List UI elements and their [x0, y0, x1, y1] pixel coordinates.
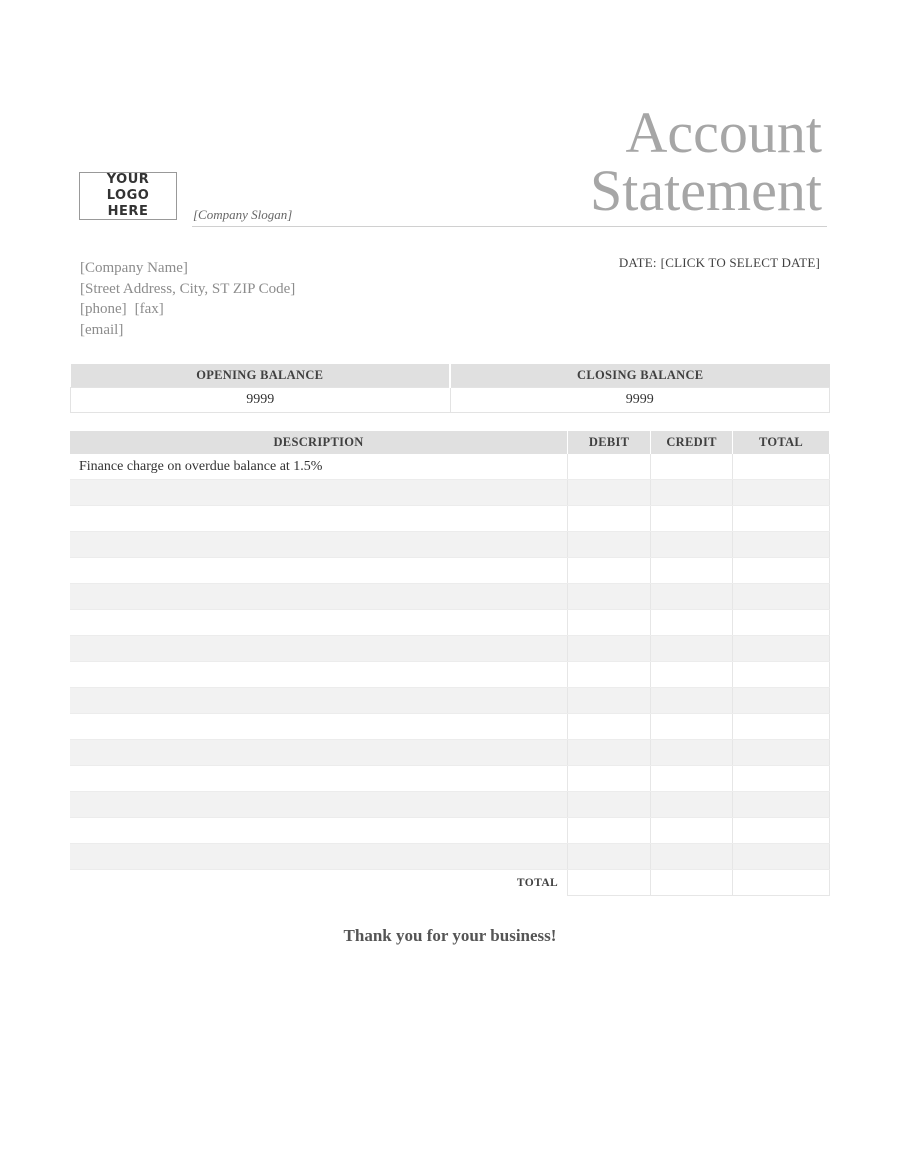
closing-balance-header: CLOSING BALANCE [450, 364, 830, 388]
row-total[interactable] [733, 792, 830, 818]
total-credit[interactable] [651, 870, 733, 896]
row-description[interactable]: Finance charge on overdue balance at 1.5% [70, 454, 568, 480]
row-credit[interactable] [651, 454, 733, 480]
column-header-credit: CREDIT [651, 431, 733, 454]
row-debit[interactable] [568, 740, 651, 766]
column-header-total: TOTAL [733, 431, 830, 454]
company-address[interactable]: [Street Address, City, ST ZIP Code] [80, 280, 296, 297]
row-total[interactable] [733, 844, 830, 870]
table-row [70, 480, 830, 506]
row-credit[interactable] [651, 740, 733, 766]
total-debit[interactable] [568, 870, 651, 896]
company-email[interactable]: [email] [80, 322, 124, 339]
table-row [70, 636, 830, 662]
row-credit[interactable] [651, 818, 733, 844]
table-row [70, 818, 830, 844]
opening-balance-value[interactable]: 9999 [71, 388, 451, 413]
opening-balance-header: OPENING BALANCE [71, 364, 451, 388]
row-credit[interactable] [651, 610, 733, 636]
table-row [70, 584, 830, 610]
company-contact [80, 299, 295, 320]
row-debit[interactable] [568, 766, 651, 792]
closing-balance-value[interactable]: 9999 [450, 388, 830, 413]
table-row [70, 662, 830, 688]
row-description[interactable] [70, 740, 568, 766]
table-row [70, 714, 830, 740]
row-total[interactable] [733, 558, 830, 584]
company-phone[interactable]: [phone] [80, 301, 127, 318]
table-row [70, 558, 830, 584]
row-total[interactable] [733, 740, 830, 766]
row-debit[interactable] [568, 818, 651, 844]
row-total[interactable] [733, 454, 830, 480]
row-total[interactable] [733, 714, 830, 740]
row-description[interactable] [70, 584, 568, 610]
transactions-body [70, 454, 830, 870]
row-total[interactable] [733, 610, 830, 636]
table-row [70, 766, 830, 792]
row-debit[interactable] [568, 506, 651, 532]
date-picker[interactable]: [CLICK TO SELECT DATE] [660, 255, 820, 270]
row-credit[interactable] [651, 688, 733, 714]
row-debit[interactable] [568, 844, 651, 870]
row-description[interactable] [70, 818, 568, 844]
row-total[interactable] [733, 480, 830, 506]
row-credit[interactable] [651, 480, 733, 506]
row-debit[interactable] [568, 584, 651, 610]
row-debit[interactable] [568, 532, 651, 558]
statement-title [590, 100, 822, 223]
company-info [80, 258, 295, 341]
row-total[interactable] [733, 818, 830, 844]
row-total[interactable] [733, 766, 830, 792]
row-total[interactable] [733, 584, 830, 610]
row-total[interactable] [733, 688, 830, 714]
row-description[interactable] [70, 558, 568, 584]
row-debit[interactable] [568, 454, 651, 480]
row-total[interactable] [733, 636, 830, 662]
row-description[interactable] [70, 480, 568, 506]
row-credit[interactable] [651, 662, 733, 688]
row-total[interactable] [733, 506, 830, 532]
title-line-2: Statement [590, 158, 822, 223]
row-description[interactable] [70, 610, 568, 636]
row-description[interactable] [70, 532, 568, 558]
header-divider [192, 226, 827, 227]
table-row [70, 688, 830, 714]
row-description[interactable] [70, 766, 568, 792]
row-description[interactable] [70, 792, 568, 818]
totals-row [70, 870, 830, 896]
row-description[interactable] [70, 662, 568, 688]
table-row [70, 532, 830, 558]
row-debit[interactable] [568, 714, 651, 740]
date-label: DATE: [618, 255, 657, 270]
company-name[interactable]: [Company Name] [80, 260, 188, 276]
row-credit[interactable] [651, 844, 733, 870]
row-debit[interactable] [568, 792, 651, 818]
table-row [70, 740, 830, 766]
logo-placeholder[interactable]: YOUR LOGO HERE [79, 172, 177, 220]
row-debit[interactable] [568, 610, 651, 636]
column-header-description: DESCRIPTION [70, 431, 568, 454]
transactions-table [70, 431, 830, 896]
row-credit[interactable] [651, 558, 733, 584]
company-fax[interactable]: [fax] [134, 301, 164, 318]
statement-date [619, 255, 820, 271]
thank-you-message: Thank you for your business! [343, 926, 557, 945]
table-row [70, 792, 830, 818]
row-credit[interactable] [651, 506, 733, 532]
table-row [70, 454, 830, 480]
row-debit[interactable] [568, 558, 651, 584]
row-debit[interactable] [568, 662, 651, 688]
row-description[interactable] [70, 714, 568, 740]
row-description[interactable] [70, 636, 568, 662]
row-debit[interactable] [568, 636, 651, 662]
title-line-1: Account [625, 100, 822, 165]
row-credit[interactable] [651, 714, 733, 740]
row-total[interactable] [733, 532, 830, 558]
row-description[interactable] [70, 506, 568, 532]
table-row [70, 506, 830, 532]
row-debit[interactable] [568, 480, 651, 506]
table-row [70, 844, 830, 870]
row-credit[interactable] [651, 532, 733, 558]
row-description[interactable] [70, 844, 568, 870]
total-label: TOTAL [70, 870, 568, 896]
row-total[interactable] [733, 662, 830, 688]
row-credit[interactable] [651, 792, 733, 818]
company-slogan[interactable]: [Company Slogan] [193, 207, 293, 222]
column-header-debit: DEBIT [568, 431, 651, 454]
row-credit[interactable] [651, 584, 733, 610]
row-credit[interactable] [651, 636, 733, 662]
row-debit[interactable] [568, 688, 651, 714]
table-row [70, 610, 830, 636]
balance-table [70, 364, 830, 413]
row-credit[interactable] [651, 766, 733, 792]
total-total[interactable] [733, 870, 830, 896]
row-description[interactable] [70, 688, 568, 714]
